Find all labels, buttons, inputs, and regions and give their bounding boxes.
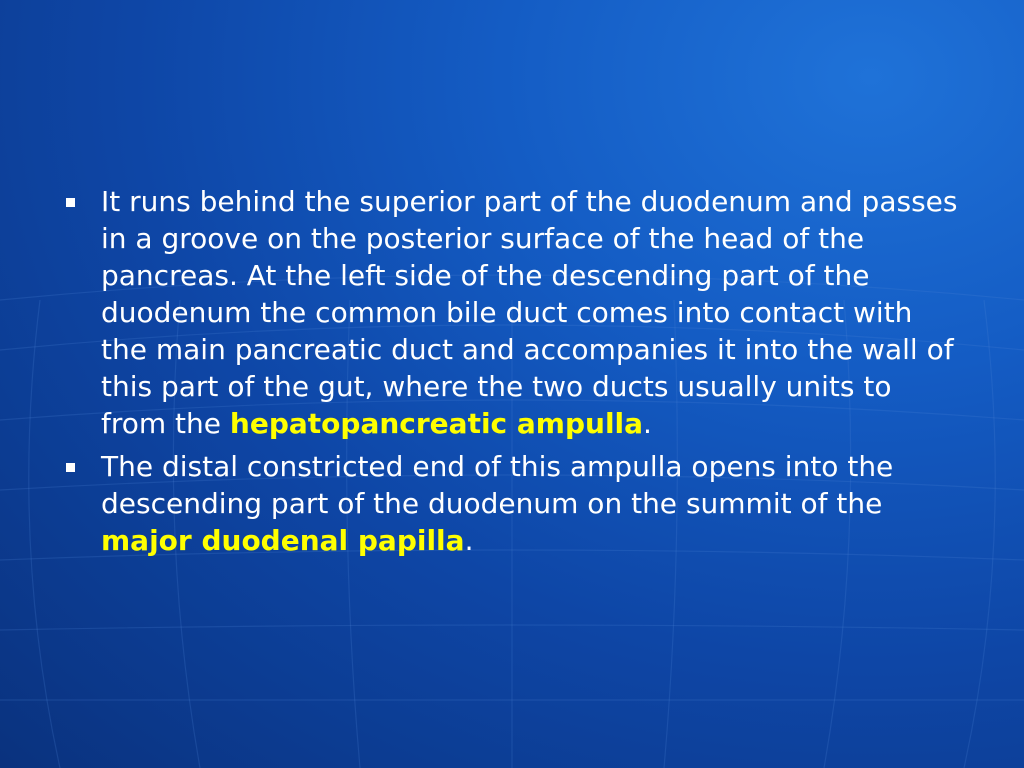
bullet-item [60,183,960,442]
bullet-text-end: . [643,407,652,440]
bullet-item [60,448,960,559]
bullet-text-end: . [464,524,474,557]
bullet-list [60,183,960,559]
bullet-text: It runs behind the superior part of the duodenum and passes in a groove on the posterior surface of the head of the pancreas. At the left side of the descending part of the duodenum the common bile duct comes into contact with the main pancreatic duct and accompanies it into the wall of this part of the gut, where the two ducts usually units to from the [101,185,958,440]
square-bullet-icon [66,198,75,207]
slide-content [60,183,960,565]
highlighted-term: hepatopancreatic ampulla [229,407,644,440]
square-bullet-icon [66,463,75,472]
bullet-text: The distal constricted end of this ampulla opens into the descending part of the duodenum on the summit of the [101,450,894,520]
highlighted-term: major duodenal papilla [101,524,465,557]
